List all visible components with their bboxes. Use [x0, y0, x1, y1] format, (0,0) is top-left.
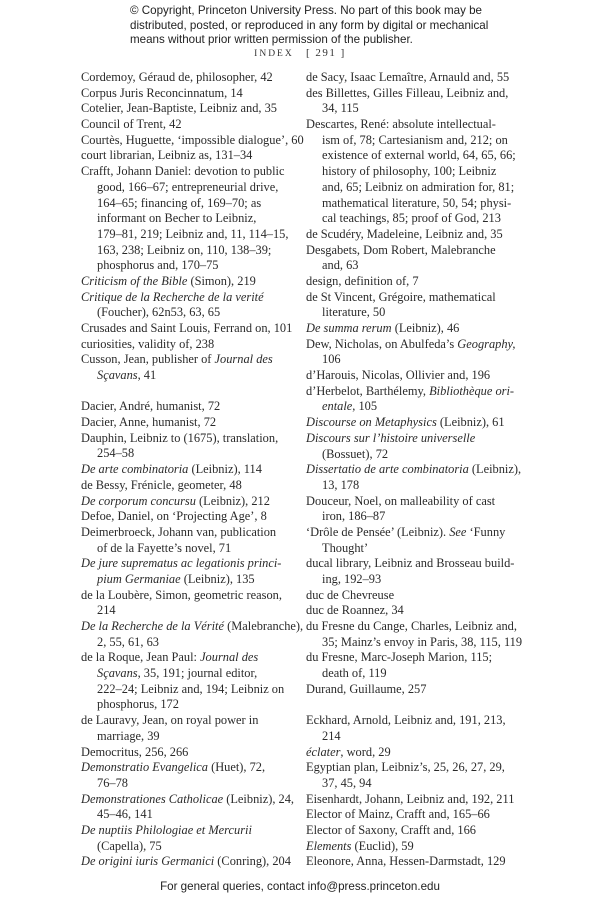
index-entry: [81, 321, 303, 337]
index-entry: [306, 603, 534, 619]
index-entry-heading: Eisenhardt, Johann, Leibniz and, 192, 211: [306, 791, 515, 806]
index-entry: [306, 337, 534, 368]
index-entry-heading: du Fresne du Cange, Charles, Leibniz and,: [306, 619, 517, 634]
index-entry-continuation: and, 63: [322, 258, 359, 273]
index-entry-heading: Douceur, Noel, on malleability of cast: [306, 493, 496, 508]
index-entry-continuation: 163, 238; Leibniz on, 110, 138–39;: [97, 242, 272, 257]
index-entry: [306, 290, 534, 321]
index-entry-continuation: phosphorus and, 170–75: [97, 258, 219, 273]
index-entry: [306, 760, 534, 791]
italic-title: éclater: [306, 744, 341, 759]
index-entry: [81, 117, 303, 133]
index-entry-heading: Crusades and Saint Louis, Ferrand on, 101: [81, 321, 293, 335]
italic-title: Critique de la Recherche de la verité: [81, 289, 264, 304]
index-entry: [306, 384, 534, 415]
index-entry-heading: Eleonore, Anna, Hessen-Darmstadt, 129: [306, 854, 506, 869]
italic-title: Discours sur l’histoire universelle: [306, 430, 476, 445]
index-entry: [306, 839, 534, 855]
index-entry-heading: De la Recherche de la Vérité (Malebranche),: [81, 619, 304, 634]
index-entry: [81, 86, 303, 102]
index-entry: [306, 854, 534, 870]
index-entry: [306, 321, 534, 337]
index-entry: [81, 494, 303, 510]
italic-title: De arte combinatoria: [81, 462, 189, 477]
index-entry-heading: Desgabets, Dom Robert, Malebranche: [306, 242, 496, 257]
index-entry-continuation: of de la Fayette’s novel, 71: [97, 540, 232, 555]
index-entry: [306, 745, 534, 761]
index-entry-continuation: literature, 50: [322, 305, 386, 320]
index-entry-heading: d’Herbelot, Barthélemy, Bibliothèque ori-: [306, 383, 515, 398]
index-entry: [306, 556, 534, 587]
index-entry: [306, 682, 534, 698]
italic-title: Journal des: [214, 352, 273, 367]
italic-title: Geography,: [457, 336, 516, 351]
italic-title: Demonstrationes Catholicae: [81, 791, 224, 806]
index-entry-heading: d’Harouis, Nicolas, Ollivier and, 196: [306, 368, 491, 383]
index-entry-continuation: pium Germaniae (Leibniz), 135: [97, 571, 255, 586]
index-entry-heading: Descartes, René: absolute intellectual-: [306, 117, 496, 132]
italic-title: Demonstratio Evangelica: [81, 760, 208, 775]
index-entry-heading: Cordemoy, Géraud de, philosopher, 42: [81, 70, 273, 84]
index-entry-heading: Dew, Nicholas, on Abulfeda’s Geography,: [306, 336, 516, 351]
index-entry: [81, 337, 303, 353]
index-entry-continuation: 106: [322, 352, 341, 367]
copyright-line: means without prior written permission of the publisher.: [130, 33, 413, 47]
index-entry-heading: de St Vincent, Grégoire, mathematical: [306, 289, 496, 304]
italic-title: Sçavans: [97, 666, 138, 681]
index-entry-continuation: (Capella), 75: [97, 838, 162, 853]
index-entry-heading: Dacier, Anne, humanist, 72: [81, 415, 217, 430]
index-entry: [306, 274, 534, 290]
index-entry-heading: De origini iuris Germanici (Conring), 204: [81, 854, 291, 869]
italic-title: De summa rerum: [306, 321, 392, 335]
index-entry-continuation: good, 166–67; entrepreneurial drive,: [97, 179, 279, 194]
index-entry-heading: Egyptian plan, Leibniz’s, 25, 26, 27, 29,: [306, 760, 505, 775]
index-entry-heading: Crafft, Johann Daniel: devotion to public: [81, 164, 285, 179]
index-entry-heading: de la Loubère, Simon, geometric reason,: [81, 587, 282, 602]
index-entry: [81, 713, 303, 744]
index-entry-continuation: 214: [97, 603, 116, 618]
index-entry-heading: Dacier, André, humanist, 72: [81, 399, 221, 414]
running-title: INDEX: [254, 49, 294, 59]
index-entry-continuation: marriage, 39: [97, 728, 160, 743]
index-entry: [81, 101, 303, 117]
running-head: [0, 47, 600, 59]
index-entry-continuation: 222–24; Leibniz and, 194; Leibniz on: [97, 681, 285, 696]
index-entry-heading: de Sacy, Isaac Lemaître, Arnauld and, 55: [306, 70, 510, 84]
index-entry: [81, 415, 303, 431]
index-entry-continuation: and, 65; Leibniz on admiration for, 81;: [322, 179, 515, 194]
index-entry-heading: Demonstratio Evangelica (Huet), 72,: [81, 760, 266, 775]
index-entry-heading: [81, 823, 303, 839]
index-entry: [306, 619, 534, 650]
index-entry-heading: [81, 290, 303, 306]
index-entry-heading: Deimerbroeck, Johann van, publication: [81, 524, 277, 539]
index-entry: [81, 792, 303, 823]
index-entry: [81, 619, 303, 650]
index-entry-heading: court librarian, Leibniz as, 131–34: [81, 148, 253, 163]
index-entry: [81, 274, 303, 290]
index-entry-continuation: Sçavans, 41: [97, 368, 157, 383]
italic-title: De la Recherche de la Vérité: [81, 619, 225, 634]
index-entry-heading: Elector of Saxony, Crafft and, 166: [306, 822, 476, 837]
index-entry: [306, 807, 534, 823]
index-entry-heading: de Scudéry, Madeleine, Leibniz and, 35: [306, 226, 503, 241]
index-entry-heading: design, definition of, 7: [306, 273, 419, 288]
index-entry-heading: duc de Chevreuse: [306, 587, 395, 602]
italic-title: Criticism of the Bible: [81, 273, 188, 288]
index-entry-continuation: 45–46, 141: [97, 807, 153, 822]
index-column-right: [306, 70, 534, 870]
index-entry-heading: de Bessy, Frénicle, geometer, 48: [81, 477, 242, 492]
index-entry: [81, 148, 303, 164]
copyright-line: distributed, posted, or reproduced in any form by digital or mechanical: [130, 18, 489, 32]
italic-title: Discourse on Metaphysics: [306, 415, 437, 430]
index-entry-continuation: (Bossuet), 72: [322, 446, 389, 461]
index-entry: [81, 854, 303, 870]
index-entry: [306, 650, 534, 681]
index-entry-heading: du Fresne, Marc-Joseph Marion, 115;: [306, 650, 493, 665]
index-entry-continuation: phosphorus, 172: [97, 697, 179, 712]
index-entry-continuation: 34, 115: [322, 101, 359, 116]
index-entry: [81, 70, 303, 86]
index-entry: [306, 431, 534, 462]
index-entry: [81, 399, 303, 415]
index-entry-continuation: cal teachings, 85; proof of God, 213: [322, 211, 501, 226]
index-entry-heading: Criticism of the Bible (Simon), 219: [81, 273, 256, 288]
index-entry-heading: ‘Drôle de Pensée’ (Leibniz). See ‘Funny: [306, 524, 506, 539]
index-entry-heading: Dissertatio de arte combinatoria (Leibniz),: [306, 462, 522, 477]
index-entry-heading: Discourse on Metaphysics (Leibniz), 61: [306, 415, 505, 430]
index-entry-heading: [306, 431, 534, 447]
index-entry: [306, 462, 534, 493]
index-entry-continuation: 214: [322, 728, 341, 743]
index-entry: [306, 368, 534, 384]
index-entry: [306, 86, 534, 117]
index-entry-continuation: 13, 178: [322, 477, 360, 492]
index-entry-continuation: existence of external world, 64, 65, 66;: [322, 148, 516, 163]
index-entry-heading: Elector of Mainz, Crafft and, 165–66: [306, 807, 490, 822]
index-entry-heading: curiosities, validity of, 238: [81, 336, 215, 351]
index-entry-heading: Demonstrationes Catholicae (Leibniz), 24,: [81, 791, 295, 806]
italic-title: entale: [322, 399, 353, 414]
index-entry-continuation: entale, 105: [322, 399, 378, 414]
copyright-line: © Copyright, Princeton University Press. No part of this book may be: [130, 4, 482, 17]
see-reference: See: [449, 524, 467, 539]
index-entry: [306, 823, 534, 839]
index-entry: [306, 792, 534, 808]
index-entry-heading: Courtès, Huguette, ‘impossible dialogue’, 60: [81, 132, 304, 147]
index-entry-heading: Cotelier, Jean-Baptiste, Leibniz and, 35: [81, 101, 277, 116]
italic-title: Dissertatio de arte combinatoria: [306, 462, 469, 477]
index-entry: [81, 650, 303, 713]
index-entry-heading: des Billettes, Gilles Filleau, Leibniz and,: [306, 85, 509, 100]
index-entry-heading: Durand, Guillaume, 257: [306, 681, 427, 696]
index-entry: [81, 760, 303, 791]
index-entry: [306, 117, 534, 227]
index-entry-heading: de Lauravy, Jean, on royal power in: [81, 713, 259, 728]
index-entry: [81, 588, 303, 619]
index-entry-continuation: Thought’: [322, 540, 369, 555]
index-entry-continuation: (Foucher), 62n53, 63, 65: [97, 305, 221, 320]
index-entry-continuation: 76–78: [97, 775, 128, 790]
index-entry: [306, 415, 534, 431]
index-entry: [81, 133, 303, 149]
index-entry: [306, 227, 534, 243]
index-entry-continuation: 179–81, 219; Leibniz and, 11, 114–15,: [97, 226, 289, 241]
index-entry-heading: De arte combinatoria (Leibniz), 114: [81, 462, 262, 477]
index-entry: [81, 352, 303, 383]
italic-title: pium Germaniae: [97, 571, 181, 586]
index-entry-heading: De summa rerum (Leibniz), 46: [306, 321, 460, 335]
italic-title: Elements: [306, 838, 352, 853]
index-entry-heading: de la Roque, Jean Paul: Journal des: [81, 650, 259, 665]
page-number: [ 291 ]: [305, 47, 346, 59]
index-entry: [306, 70, 534, 86]
index-entry-continuation: informant on Becher to Leibniz,: [97, 211, 257, 226]
index-entry: [81, 525, 303, 556]
index-entry-continuation: history of philosophy, 100; Leibniz: [322, 164, 497, 179]
index-entry: [306, 525, 534, 556]
index-entry-continuation: ism of, 78; Cartesianism and, 212; on: [322, 132, 508, 147]
index-entry: [306, 713, 534, 744]
index-entry: [81, 556, 303, 587]
index-entry-heading: Democritus, 256, 266: [81, 744, 189, 759]
index-entry-continuation: death of, 119: [322, 666, 387, 681]
index-entry-continuation: ing, 192–93: [322, 572, 382, 586]
index-entry-heading: Elements (Euclid), 59: [306, 838, 414, 853]
index-entry-continuation: iron, 186–87: [322, 509, 386, 524]
italic-title: De jure suprematus ac legationis princi-: [81, 556, 282, 571]
index-entry-heading: Corpus Juris Reconcinnatum, 14: [81, 85, 243, 100]
index-column-left: [81, 70, 303, 870]
index-entry: [306, 588, 534, 604]
index-entry-heading: duc de Roannez, 34: [306, 603, 404, 618]
italic-title: De origini iuris Germanici: [81, 854, 215, 869]
index-entry-continuation: 254–58: [97, 446, 135, 461]
index-entry: [81, 509, 303, 525]
index-entry-heading: Defoe, Daniel, on ‘Projecting Age’, 8: [81, 509, 267, 524]
index-entry-heading: Council of Trent, 42: [81, 117, 182, 132]
index-entry-continuation: Sçavans, 35, 191; journal editor,: [97, 666, 258, 681]
index-entry: [81, 823, 303, 854]
copyright-notice: [130, 4, 490, 48]
letter-group-gap: [306, 698, 534, 714]
index-entry-heading: Dauphin, Leibniz to (1675), translation,: [81, 430, 279, 445]
index-entry-continuation: 164–65; financing of, 169–70; as: [97, 195, 262, 210]
index-entry-heading: ducal library, Leibniz and Brosseau build-: [306, 556, 515, 571]
italic-title: De corporum concursu: [81, 493, 196, 508]
index-entry: [81, 164, 303, 274]
index-entry-heading: [81, 556, 303, 572]
index-entry-continuation: mathematical literature, 50, 54; physi-: [322, 195, 512, 210]
index-entry-heading: De corporum concursu (Leibniz), 212: [81, 493, 270, 508]
index-entry-heading: éclater, word, 29: [306, 744, 391, 759]
index-entry-continuation: 2, 55, 61, 63: [97, 634, 159, 649]
index-entry: [81, 431, 303, 462]
italic-title: Sçavans: [97, 368, 138, 383]
index-entry: [306, 494, 534, 525]
index-entry: [81, 478, 303, 494]
index-entry: [81, 462, 303, 478]
index-entry: [81, 745, 303, 761]
index-entry-heading: Eckhard, Arnold, Leibniz and, 191, 213,: [306, 713, 506, 728]
index-entry: [306, 243, 534, 274]
italic-title: Bibliothèque ori-: [429, 383, 515, 398]
italic-title: Journal des: [200, 650, 259, 665]
letter-group-gap: [81, 384, 303, 400]
italic-title: De nuptiis Philologiae et Mercurii: [81, 822, 252, 837]
index-entry-continuation: 35; Mainz’s envoy in Paris, 38, 115, 119: [322, 634, 523, 649]
index-entry-continuation: 37, 45, 94: [322, 775, 372, 790]
footer-contact: For general queries, contact info@press.princeton.edu: [160, 880, 440, 893]
index-entry-heading: Cusson, Jean, publisher of Journal des: [81, 352, 273, 367]
index-entry: [81, 290, 303, 321]
